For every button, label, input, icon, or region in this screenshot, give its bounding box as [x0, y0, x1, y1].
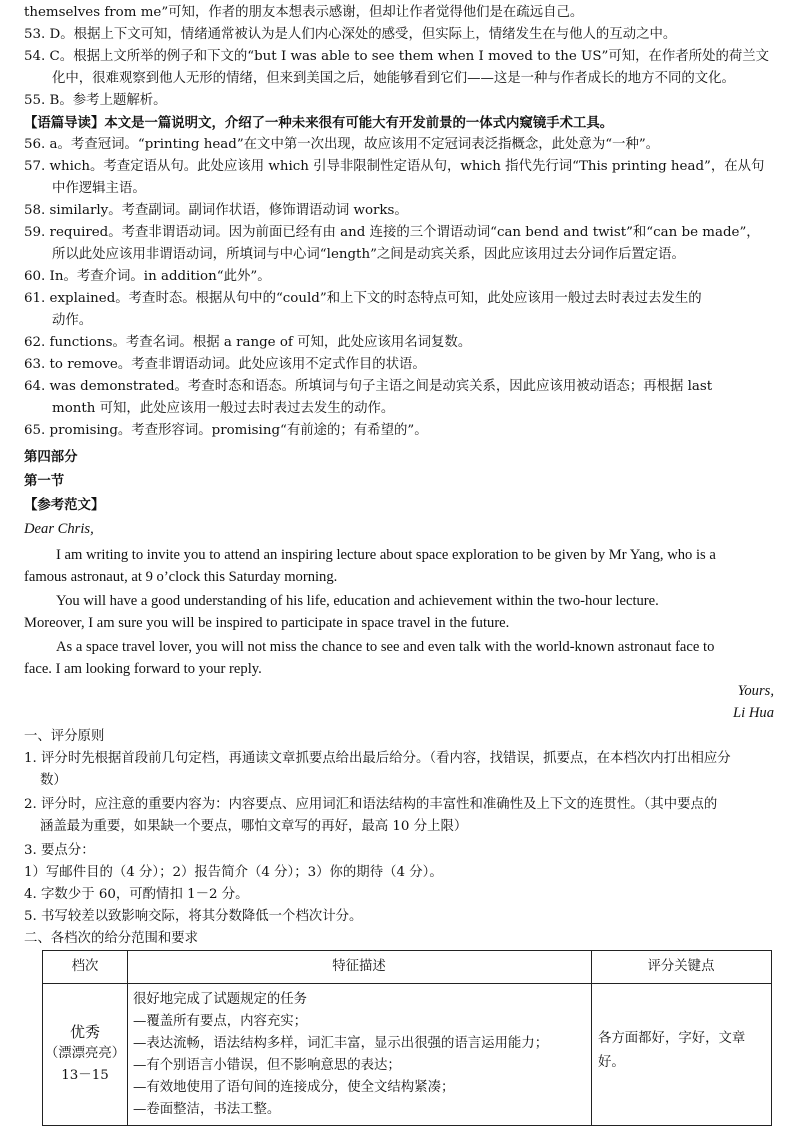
answer-53: 53. D。根据上下文可知，情绪通常被认为是人们内心深处的感受，但实际上，情绪发生在与他人的互动之中。: [24, 27, 677, 42]
rule-5: 5. 书写较差以致影响交际，将其分数降低一个档次计分。: [24, 909, 363, 924]
letter-p3-cont: face. I am looking forward to your reply.: [24, 661, 262, 677]
header-level: 档次: [71, 959, 99, 974]
answer-64: 64. was demonstrated。考查时态和语态。所填词与句子主语之间是动宾关系，因此应该用被动语态；再根据 last: [24, 379, 713, 394]
answer-59-cont: 所以此处应该用非谓语动词，所填词与中心词“length”之间是动宾关系，因此应该用过去分词作后置定语。: [52, 247, 685, 262]
level-name: 优秀: [69, 1023, 100, 1041]
letter-closing: Yours,: [737, 683, 774, 699]
subsection-heading: 第一节: [24, 473, 65, 489]
description-line: —有效地使用了语句间的连接成分，使全文结构紧凑；: [133, 1080, 455, 1095]
description-line: —有个别语言小错误，但不影响意思的表达；: [133, 1058, 401, 1073]
letter-salutation: Dear Chris,: [24, 521, 94, 537]
letter-signature: Li Hua: [733, 705, 774, 721]
letter-p1: I am writing to invite you to attend an inspiring lecture about space exploration to be given by Mr Yang, who is a: [56, 547, 716, 563]
grading-table: [42, 950, 772, 1126]
level-description: [133, 989, 593, 1121]
level-cell: [43, 983, 127, 1125]
rule-3: 3. 要点分：: [24, 843, 95, 858]
answer-59: 59. required。考查非谓语动词。因为前面已经有由 and 连接的三个谓语动词“can bend and twist”和“can be made”，: [24, 225, 760, 240]
header-description: 特征描述: [332, 959, 386, 974]
rule-3-points: 1）写邮件目的（4 分）；2）报告简介（4 分）；3）你的期待（4 分）。: [24, 865, 443, 880]
level-subtitle: （漂漂亮亮）: [44, 1046, 126, 1061]
description-line: 很好地完成了试题规定的任务: [133, 992, 308, 1007]
answer-61: 61. explained。考查时态。根据从句中的“could”和上下文的时态特点可知，此处应该用一般过去时表过去发生的: [24, 291, 702, 306]
answer-61-cont: 动作。: [52, 313, 93, 328]
text-line: themselves from me”可知，作者的朋友本想表示感谢，但却让作者觉得他们是在疏远自己。: [24, 5, 584, 20]
passage-guide: 【语篇导读】本文是一篇说明文，介绍了一种未来很有可能大有开发前景的一体式内窥镜手术工具。: [24, 115, 614, 131]
rule-1-cont: 数）: [40, 773, 67, 788]
answer-60: 60. In。考查介词。in addition“此外”。: [24, 269, 271, 284]
answer-58: 58. similarly。考查副词。副词作状语，修饰谓语动词 works。: [24, 203, 408, 218]
letter-p3: As a space travel lover, you will not miss the chance to see and even talk with the world-known astronaut face to: [56, 639, 715, 655]
answer-54: 54. C。根据上文所举的例子和下文的“but I was able to see them when I moved to the US”可知，在作者所处的荷兰文: [24, 49, 770, 64]
answer-57: 57. which。考查定语从句。此处应该用 which 引导非限制性定语从句，which 指代先行词“This printing head”，在从句: [24, 159, 765, 174]
letter-p2: You will have a good understanding of his life, education and achievement within the two-hour lecture.: [56, 593, 659, 609]
rule-1: 1. 评分时先根据首段前几句定档，再通读文章抓要点给出最后给分。（看内容，找错误，抓要点，在本档次内打出相应分: [24, 751, 731, 766]
level-score-range: 13－15: [61, 1068, 109, 1083]
header-key-points: 评分关键点: [647, 959, 715, 974]
rules-heading: 一、评分原则: [24, 729, 105, 744]
answer-63: 63. to remove。考查非谓语动词。此处应该用不定式作目的状语。: [24, 357, 426, 372]
description-line: —卷面整洁，书法工整。: [133, 1102, 281, 1117]
sample-essay-heading: 【参考范文】: [24, 497, 105, 513]
levels-heading: 二、各档次的给分范围和要求: [24, 931, 199, 946]
answer-64-cont: month 可知，此处应该用一般过去时表过去发生的动作。: [52, 401, 395, 416]
answer-65: 65. promising。考查形容词。promising“有前途的；有希望的”。: [24, 423, 428, 438]
answer-55: 55. B。参考上题解析。: [24, 93, 167, 108]
answer-54-cont: 化中，很难观察到他人无形的情绪，但来到美国之后，她能够看到它们——这是一种与作者成长的地方不同的文化。: [52, 71, 735, 86]
description-line: —覆盖所有要点，内容充实；: [133, 1014, 308, 1029]
answer-57-cont: 中作逻辑主语。: [52, 181, 146, 196]
answer-62: 62. functions。考查名词。根据 a range of 可知，此处应该用名词复数。: [24, 335, 472, 350]
letter-p1-cont: famous astronaut, at 9 o’clock this Saturday morning.: [24, 569, 338, 585]
level-key-points: 各方面都好，字好，文章好。: [598, 1031, 746, 1070]
rule-2: 2. 评分时，应注意的重要内容为：内容要点、应用词汇和语法结构的丰富性和准确性及上下文的连贯性。（其中要点的: [24, 797, 718, 812]
section-heading: 第四部分: [24, 449, 78, 465]
answer-56: 56. a。考查冠词。“printing head”在文中第一次出现，故应该用不定冠词表泛指概念，此处意为“一种”。: [24, 137, 660, 152]
rule-4: 4. 字数少于 60，可酌情扣 1－2 分。: [24, 887, 249, 902]
description-line: —表达流畅，语法结构多样，词汇丰富，显示出很强的语言运用能力；: [133, 1036, 549, 1051]
rule-2-cont: 涵盖最为重要，如果缺一个要点，哪怕文章写的再好，最高 10 分上限）: [40, 819, 468, 834]
letter-p2-cont: Moreover, I am sure you will be inspired to participate in space travel in the future.: [24, 615, 510, 631]
